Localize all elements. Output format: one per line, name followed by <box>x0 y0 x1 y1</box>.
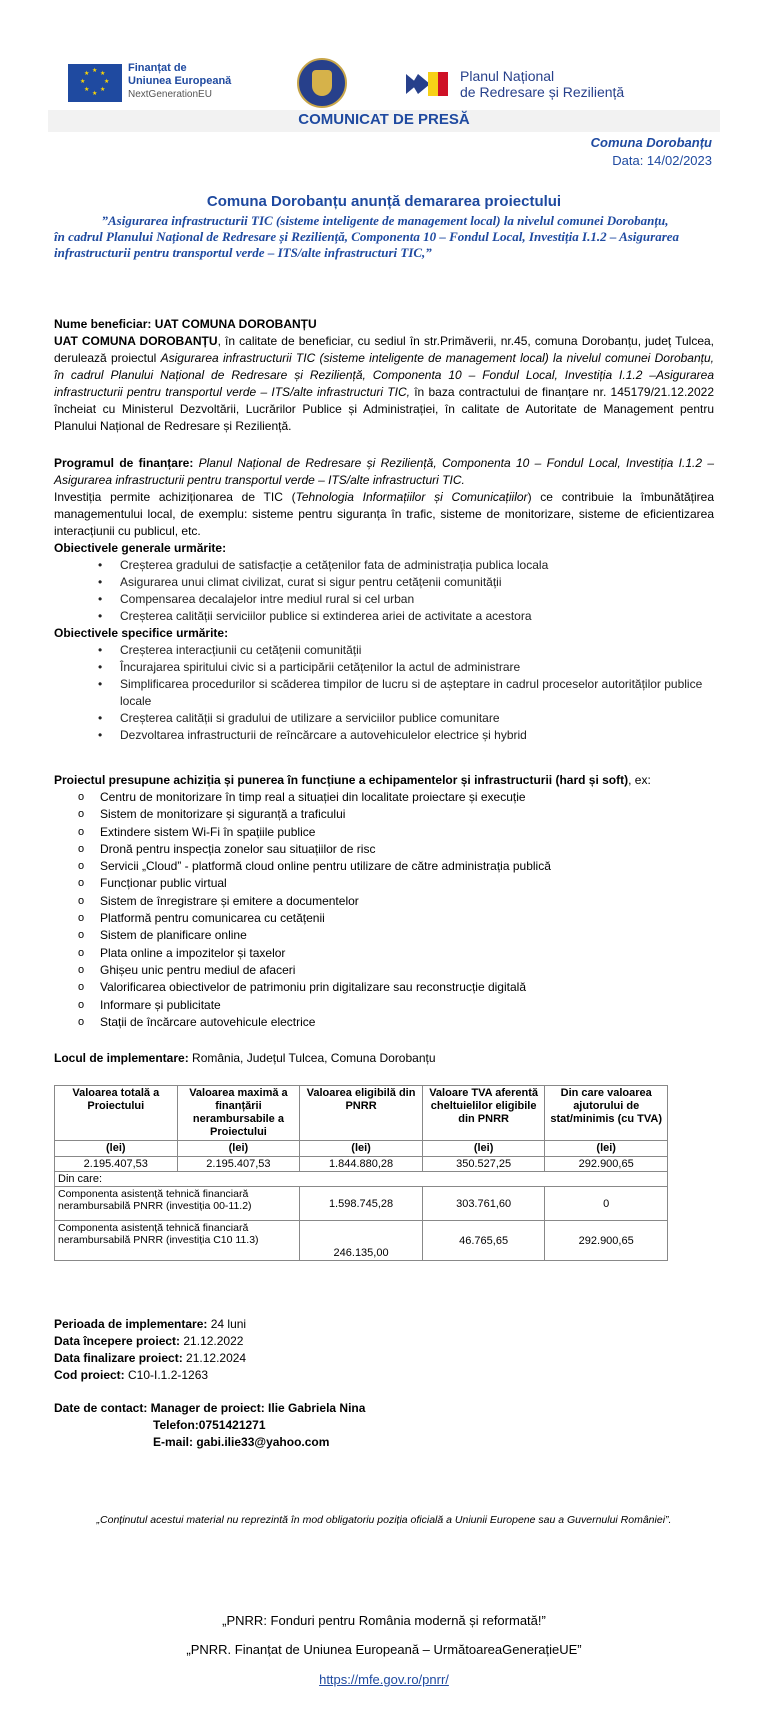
list-item: o Servicii „Cloud” - platformă cloud online pentru utilizare de către administrația publică <box>54 858 724 875</box>
list-item: o Stații de încărcare autovehicule electrice <box>54 1014 724 1031</box>
list-item: o Centru de monitorizare în timp real a situației din localitate proiectare și execuție <box>54 789 724 806</box>
list-item: o Valorificarea obiectivelor de patrimoniu prin digitalizare sau reconstrucție digitală <box>54 979 724 996</box>
eu-funding-label: Finanțat de Uniunea Europeană NextGenerationEU <box>128 62 232 100</box>
general-objectives-list <box>54 557 714 625</box>
table-row <box>55 1172 668 1187</box>
period-section: Perioada de implementare: 24 luni Data începere proiect: 21.12.2022 Data finalizare proiect: 21.12.2024 Cod proiect: C10-I.1.2-1263 <box>54 1317 247 1382</box>
banner-title: COMUNICAT DE PRESĂ <box>298 111 470 128</box>
unit-cell: (lei) <box>177 1141 300 1157</box>
list-item: • Simplificarea procedurilor si scăderea timpilor de lucru si de așteptare in cadrul proceselor autorităților publice locale <box>54 676 714 710</box>
table-cell: 292.900,65 <box>545 1157 668 1172</box>
list-item: • Creșterea calității serviciilor publice si extinderea ariei de activitate a acestora <box>54 608 714 625</box>
project-title: ”Asigurarea infrastructurii TIC (sisteme inteligente de management local) la nivelul comunei Dorobanțu, în cadrul Planului Național de Redresare și Reziliență, Componenta 10 – Fondul Local, Investiția I.1.2 – Asigurarea infrastructurii pentru transportul verde – ITS/alte infrastructuri TIC,” <box>54 213 680 260</box>
list-item: o Dronă pentru inspecția zonelor sau situațiilor de risc <box>54 841 724 858</box>
table-header-row <box>55 1086 668 1141</box>
table-cell: 350.527,25 <box>422 1157 545 1172</box>
list-item: • Dezvoltarea infrastructurii de reîncărcare a autovehiculelor electrice și hybrid <box>54 727 714 744</box>
pnrr-logo <box>402 68 452 100</box>
program-section: Programul de finanțare: Planul Național de Redresare și Reziliență, Componenta 10 – Fondul Local, Investiția I.1.2 –Asigurarea infrastructurii pentru transportul verde – ITS/alte infrastructuri TIC. Investiția permite achiziționarea de TIC (Tehnologia Informațiilor și Comunicațiilor) ce contribuie la îmbunătățirea managementului local, de exemplu: sisteme pentru siguranța în trafic, sisteme de monitorizare, sisteme de eficientizarea interacțiunii cu publicul, etc. Obiectivele generale urmărite: • Creșterea gradului de satisfacție a cetățenilor fata de administrația publica locala • Asigurarea unui climat civilizat, curat si sigur pentru cetățenii comunității • Compensarea decalajelor intre mediul rural si cel urban • Creșterea calității serviciilor publice si extinderea ariei de activitate a acestora Obiectivele specifice urmărite: • Creșterea interacțiunii cu cetățenii comunității • Încurajarea spiritului civic si a participării cetățenilor la actul de administrare • Simplificarea procedurilor si scăderea timpilor de lucru si de așteptare in cadrul proceselor autorităților publice locale • Creșterea calității si gradului de utilizare a serviciilor publice comunitare • Dezvoltarea infrastructurii de reîncărcare a autovehiculelor electrice și hybrid <box>54 455 714 744</box>
list-item: • Creșterea interacțiunii cu cetățenii comunității <box>54 642 714 659</box>
table-row <box>55 1221 668 1261</box>
list-item: • Creșterea gradului de satisfacție a cetățenilor fata de administrația publica locala <box>54 557 714 574</box>
table-cell: Din care: <box>55 1172 668 1187</box>
list-item: • Compensarea decalajelor intre mediul rural si cel urban <box>54 591 714 608</box>
table-row <box>55 1141 668 1157</box>
list-item: o Informare și publicitate <box>54 997 724 1014</box>
pnrr-label: Planul Național de Redresare și Reziliență <box>460 68 625 100</box>
list-item: o Platformă pentru comunicarea cu cetățenii <box>54 910 724 927</box>
equipment-section: Proiectul presupune achiziția și punerea în funcțiune a echipamentelor și infrastructurii (hard și soft), ex: o Centru de monitorizare în timp real a situației din localitate proiectare și execuție o Sistem de monitorizare și siguranță a traficului o Extindere sistem Wi-Fi în spațiile publice o Dronă pentru inspecția zonelor sau situațiilor de risc o Servicii „Cloud” - platformă cloud online pentru utilizare de către administrația publică o Funcționar public virtual o Sistem de înregistrare și emitere a documentelor o Platformă pentru comunicarea cu cetățenii o Sistem de planificare online o Plata online a impozitelor și taxelor o Ghișeu unic pentru mediul de afaceri o Valorificarea obiectivelor de patrimoniu prin digitalizare sau reconstrucție digitală o Informare și publicitate o Stații de încărcare autovehicule electrice <box>54 772 724 1031</box>
list-item: o Sistem de planificare online <box>54 927 724 944</box>
beneficiary-text: UAT COMUNA DOROBANȚU, în calitate de beneficiar, cu sediul în str.Primăverii, nr.45, comuna Dorobanțu, județ Tulcea, derulează proiectul Asigurarea infrastructurii TIC (sisteme inteligente de management local) la nivelul comunei Dorobanțu, în cadrul Planului Național de Redresare și Reziliență, Componenta 10 – Fondul Local, Investiția I.1.2 –Asigurarea infrastructurii pentru transportul verde – ITS/alte infrastructuri TIC, în baza contractului de finanțare nr. 145179/21.12.2022 încheiat cu Ministerul Dezvoltării, Lucrărilor Publice și Administrației, în calitate de Autoritate de Management pentru Planului Național de Redresare și Reziliență. <box>54 334 715 433</box>
list-item: • Încurajarea spiritului civic si a participării cetățenilor la actul de administrare <box>54 659 714 676</box>
table-row <box>55 1187 668 1221</box>
list-item: o Ghișeu unic pentru mediul de afaceri <box>54 962 724 979</box>
table-cell: Componenta asistență tehnică financiară nerambursabilă PNRR (investiția 00-11.2) <box>55 1187 300 1221</box>
table-cell: 246.135,00 <box>300 1221 423 1261</box>
footer-slogan-1: „PNRR: Fonduri pentru România modernă și reformată!” <box>222 1613 546 1628</box>
table-row <box>55 1157 668 1172</box>
list-item: o Sistem de monitorizare și siguranță a traficului <box>54 806 724 823</box>
table-cell: 0 <box>545 1187 668 1221</box>
footer-slogan-2: „PNRR. Finanțat de Uniunea Europeană – UrmătoareaGenerațieUE” <box>186 1642 582 1657</box>
unit-cell: (lei) <box>422 1141 545 1157</box>
list-item: o Sistem de înregistrare și emitere a documentelor <box>54 893 724 910</box>
table-header: Valoarea maximă a finanțării nerambursabile a Proiectului <box>177 1086 300 1141</box>
list-item: • Creșterea calității si gradului de utilizare a serviciilor publice comunitare <box>54 710 714 727</box>
table-cell: 1.598.745,28 <box>300 1187 423 1221</box>
disclaimer: „Conținutul acestui material nu reprezintă în mod obligatoriu poziția oficială a Uniunii Europene sau a Guvernului României”. <box>96 1514 672 1526</box>
table-cell: 303.761,60 <box>422 1187 545 1221</box>
unit-cell: (lei) <box>55 1141 178 1157</box>
table-cell: Componenta asistență tehnică financiară nerambursabilă PNRR (investiția C10 11.3) <box>55 1221 300 1261</box>
government-seal-logo <box>297 58 347 108</box>
list-item: • Asigurarea unui climat civilizat, curat si sigur pentru cetățenii comunității <box>54 574 714 591</box>
table-cell: 2.195.407,53 <box>177 1157 300 1172</box>
table-header: Valoare TVA aferentă cheltuielilor eligibile din PNRR <box>422 1086 545 1141</box>
list-item: o Plata online a impozitelor și taxelor <box>54 945 724 962</box>
beneficiary-label: Nume beneficiar: UAT COMUNA DOROBANȚU <box>54 317 317 331</box>
eu-flag-logo: ★ ★ ★ ★ ★ ★ ★ ★ <box>68 64 122 102</box>
beneficiary-section <box>54 316 714 435</box>
table-cell: 2.195.407,53 <box>55 1157 178 1172</box>
investment-text: Investiția permite achiziționarea de TIC (Tehnologia Informațiilor și Comunicațiilor) ce contribuie la îmbunătățirea managementului local, de exemplu: sisteme pentru siguranța în trafic, sisteme de monitorizare, sisteme de eficientizarea interacțiunii cu publicul, etc. <box>54 490 714 538</box>
table-cell: 1.844.880,28 <box>300 1157 423 1172</box>
financing-table <box>54 1085 668 1261</box>
table-header: Valoarea eligibilă din PNRR <box>300 1086 423 1141</box>
press-title: Comuna Dorobanțu anunță demararea proiectului <box>206 193 562 210</box>
unit-cell: (lei) <box>545 1141 668 1157</box>
table-header: Valoarea totală a Proiectului <box>55 1086 178 1141</box>
table-cell: 292.900,65 <box>545 1221 668 1261</box>
contact-section: Date de contact: Manager de proiect: Ilie Gabriela Nina Telefon:0751421271 E-mail: gabi.ilie33@yahoo.com <box>54 1401 366 1449</box>
location-date: Comuna Dorobanțu Data: 14/02/2023 <box>590 135 712 168</box>
footer-link[interactable]: https://mfe.gov.ro/pnrr/ <box>319 1672 449 1687</box>
specific-objectives-list <box>54 642 714 744</box>
list-item: o Extindere sistem Wi-Fi în spațiile publice <box>54 824 724 841</box>
implementation-location: Locul de implementare: România, Județul Tulcea, Comuna Dorobanțu <box>54 1051 436 1065</box>
equipment-list <box>54 789 724 1031</box>
table-cell: 46.765,65 <box>422 1221 545 1261</box>
general-objectives-title: Obiectivele generale urmărite: <box>54 541 227 555</box>
list-item: o Funcționar public virtual <box>54 875 724 892</box>
unit-cell: (lei) <box>300 1141 423 1157</box>
specific-objectives-title: Obiectivele specifice urmărite: <box>54 626 229 640</box>
table-header: Din care valoarea ajutorului de stat/minimis (cu TVA) <box>545 1086 668 1141</box>
